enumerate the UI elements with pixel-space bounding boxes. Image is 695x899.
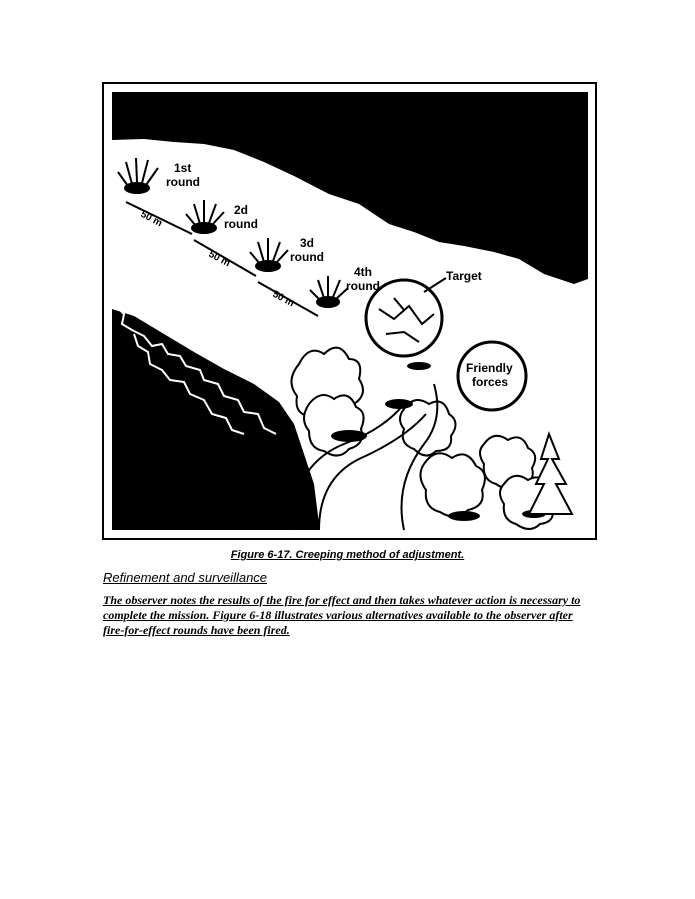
round-1-label-line2: round xyxy=(166,175,200,189)
burst-round-1 xyxy=(118,158,158,193)
creeping-adjustment-illustration xyxy=(104,84,595,538)
round-3-label-line1: 3d xyxy=(300,236,315,250)
friendly-label-line1: Friendly xyxy=(466,361,513,375)
target-clutter xyxy=(379,298,434,342)
conifer-tree xyxy=(529,434,572,514)
round-1-label-line1: 1st xyxy=(174,161,192,175)
figure-frame xyxy=(102,82,597,540)
distance-label-1: 50 m xyxy=(138,208,164,230)
round-3-label-line2: round xyxy=(290,250,324,264)
round-4-label-line1: 4th xyxy=(354,265,372,279)
distance-label-2: 50 m xyxy=(206,248,232,270)
section-heading: Refinement and surveillance xyxy=(103,570,268,585)
round-2-label-line1: 2d xyxy=(234,203,249,217)
target-label: Target xyxy=(446,269,482,283)
dark-ground-region xyxy=(112,309,319,530)
round-4-label-line2: round xyxy=(346,279,380,293)
target-pointer xyxy=(424,278,446,292)
burst-round-4 xyxy=(310,276,348,307)
burst-round-3 xyxy=(250,238,288,271)
section-paragraph: The observer notes the results of the fire for effect and then takes whatever action is necessary to complete the mission. Figure 6-18 illustrates various alternatives available to the observer after fire-for-effect rounds have been fired. xyxy=(103,593,581,637)
friendly-label-line2: forces xyxy=(472,375,509,389)
distance-label-3: 50 m xyxy=(270,288,296,310)
burst-round-2 xyxy=(186,200,224,233)
round-2-label-line2: round xyxy=(224,217,258,231)
figure-caption: Figure 6-17. Creeping method of adjustment. xyxy=(230,549,465,561)
